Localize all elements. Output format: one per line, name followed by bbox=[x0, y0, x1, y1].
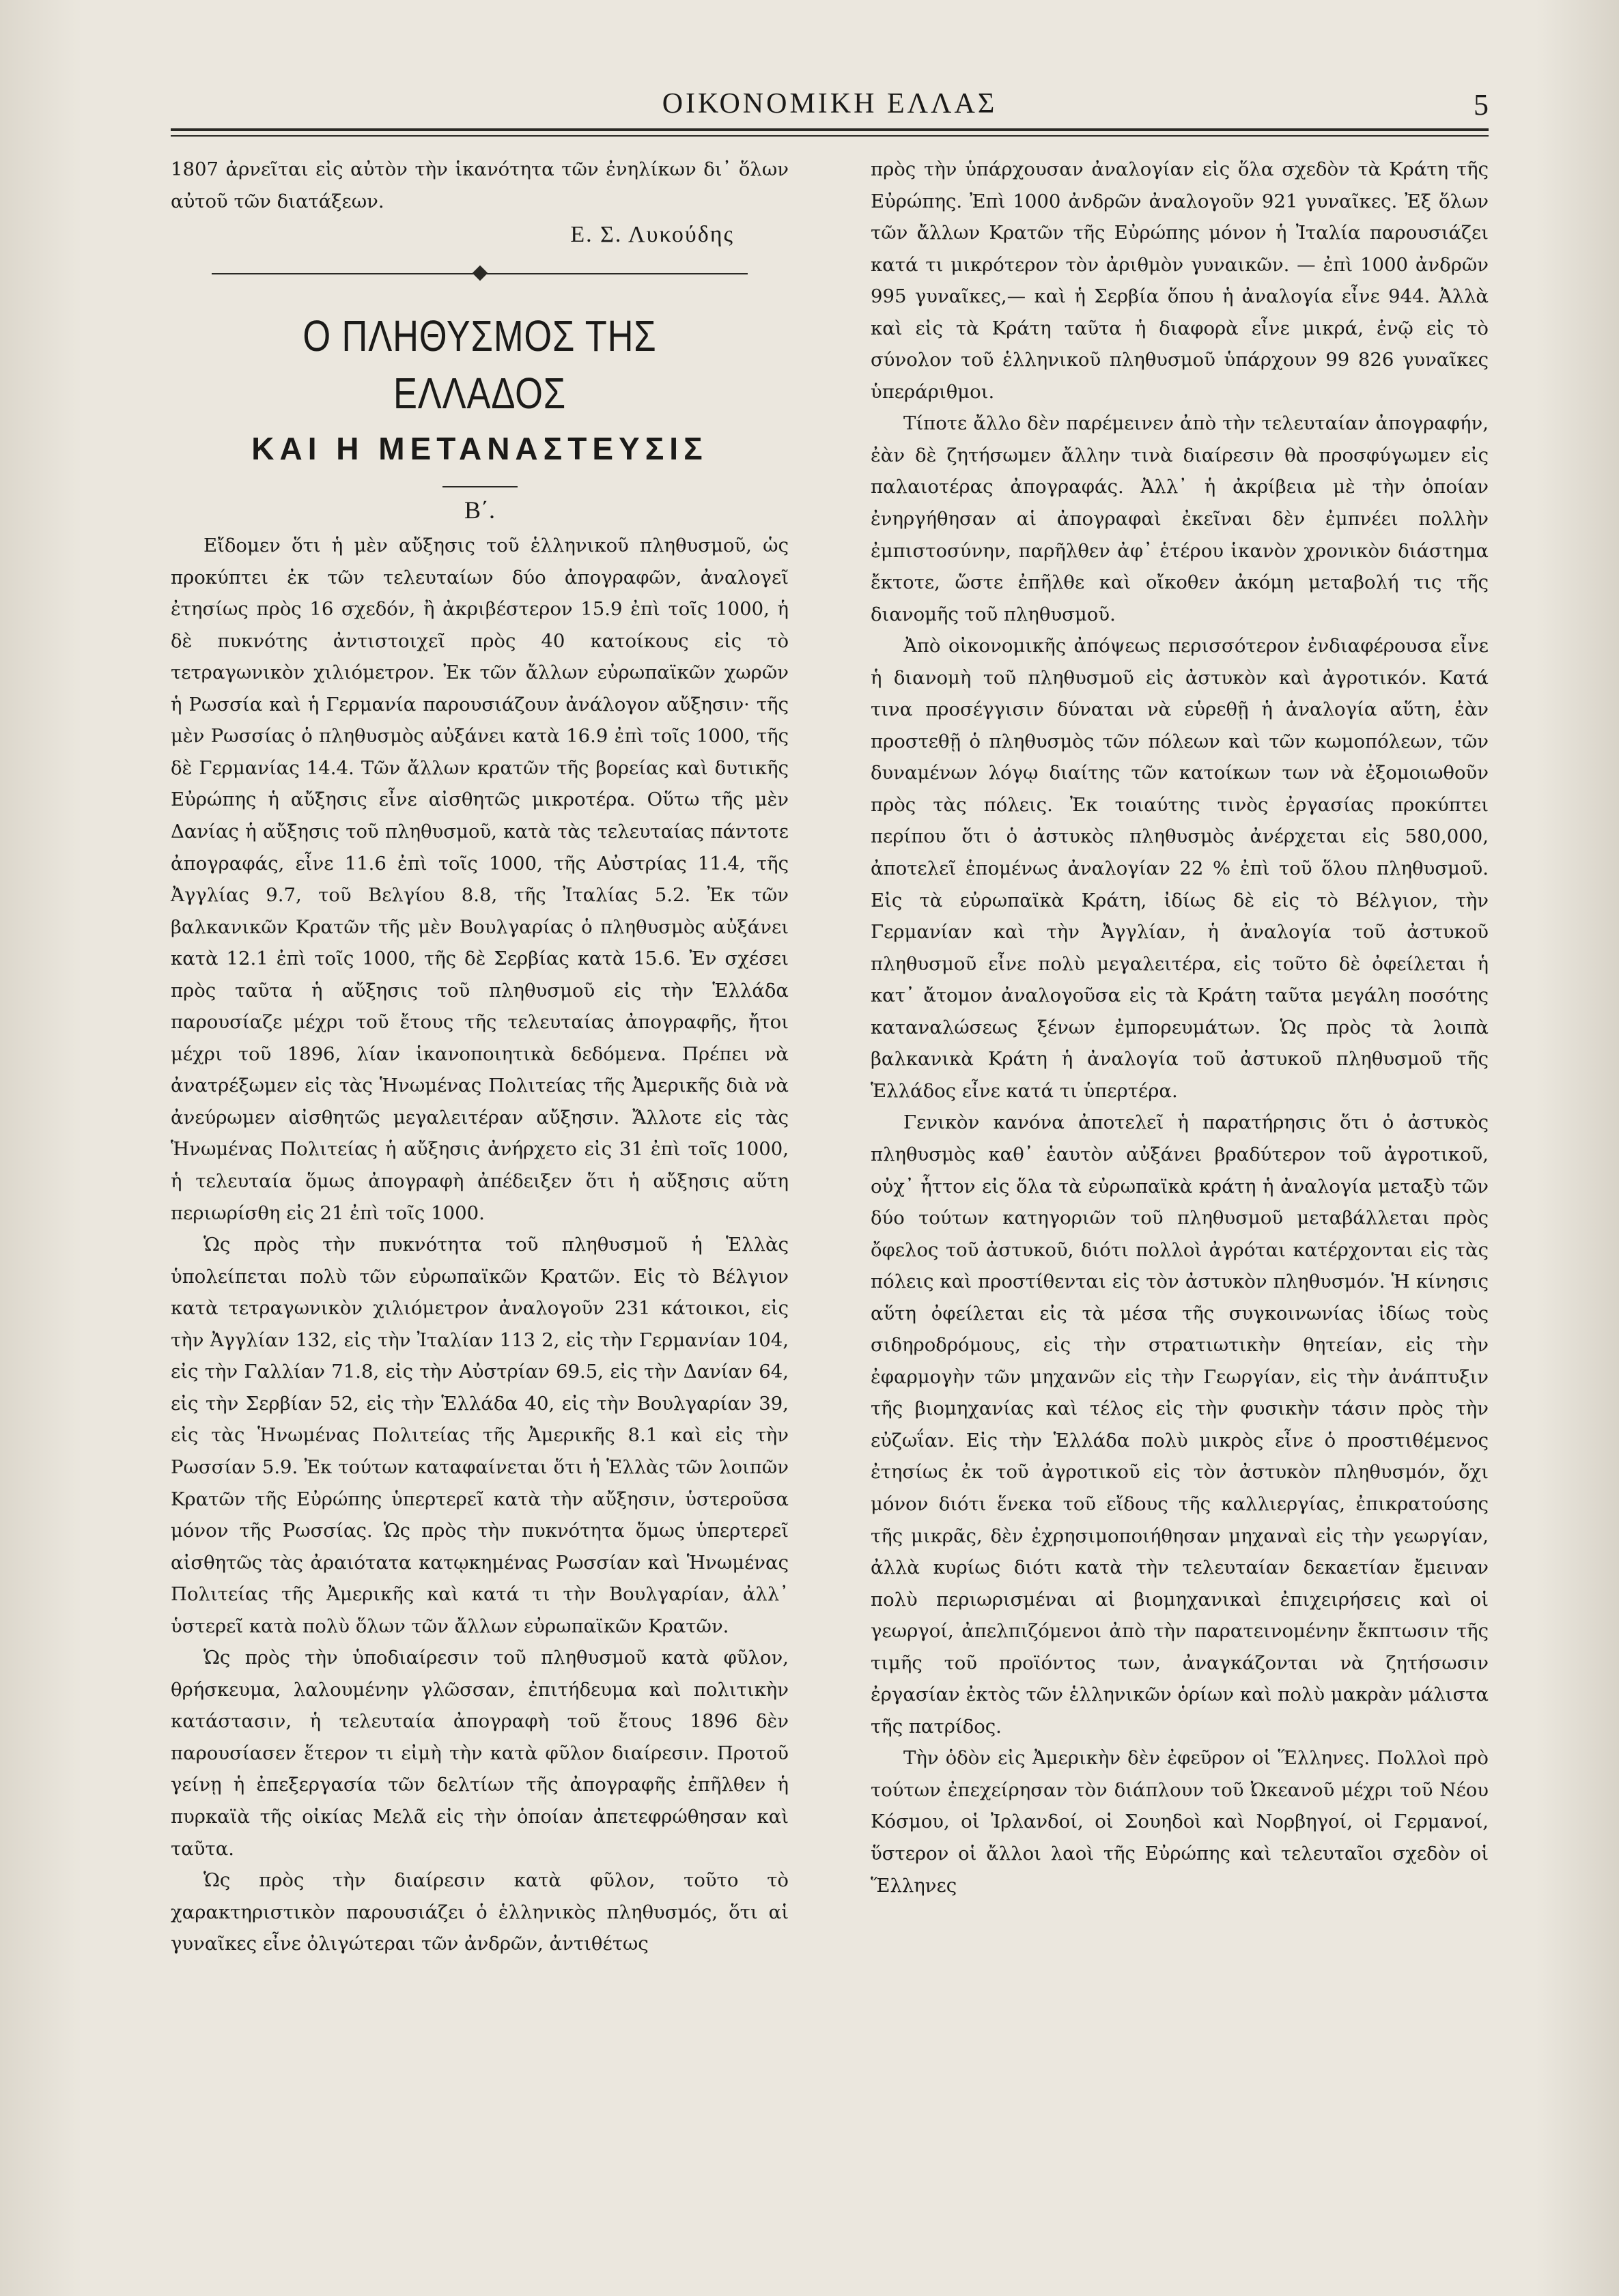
paragraph: πρὸς τὴν ὑπάρχουσαν ἀναλογίαν εἰς ὅλα σχεδὸν τὰ Κράτη τῆς Εὐρώπης. Ἐπὶ 1000 ἀνδρῶν ἀναλογοῦν 921 γυναῖκες. Ἐξ ὅλων τῶν ἄλλων Κρατῶν τῆς Εὐρώπης μόνον ἡ Ἰταλία παρουσιάζει κατά τι μικρότερον τὸν ἀριθμὸν γυναικῶν. — ἐπὶ 1000 ἀνδρῶν 995 γυναῖκες,— καὶ ἡ Σερβία ὅπου ἡ ἀναλογία εἶνε 944. Ἀλλὰ καὶ εἰς τὰ Κράτη ταῦτα ἡ διαφορὰ εἶνε μικρά, ἐνῷ εἰς τὸ σύνολον τοῦ ἑλληνικοῦ πληθυσμοῦ ὑπάρχουν 99 826 γυναῖκες ὑπεράριθμοι. bbox=[871, 158, 1489, 403]
paragraph: Ἀπὸ οἰκονομικῆς ἀπόψεως περισσότερον ἐνδιαφέρουσα εἶνε ἡ διανομὴ τοῦ πληθυσμοῦ εἰς ἀστυκὸν καὶ ἀγροτικόν. Κατά τινα προσέγγισιν δύναται νὰ εὑρεθῇ ἡ ἀναλογία αὕτη, ἐὰν προστεθῇ ὁ πληθυσμὸς τῶν πόλεων καὶ τῶν κωμοπόλεων, τῶν δυναμένων λόγῳ διαίτης τῶν κατοίκων των νὰ ἐξομοιωθοῦν πρὸς τὰς πόλεις. Ἐκ τοιαύτης τινὸς ἐργασίας προκύπτει περίπου ὅτι ὁ ἀστυκὸς πληθυσμὸς ἀνέρχεται εἰς 580,000, ἀποτελεῖ ἑπομένως ἀναλογίαν 22 % ἐπὶ τοῦ ὅλου πληθυσμοῦ. Εἰς τὰ εὐρωπαϊκὰ Κράτη, ἰδίως δὲ εἰς τὸ Βέλγιον, τὴν Γερμανίαν καὶ τὴν Ἀγγλίαν, ἡ ἀναλογία τοῦ ἀστυκοῦ πληθυσμοῦ εἶνε πολὺ μεγαλειτέρα, εἰς τοῦτο δὲ ὀφείλεται ἡ κατ᾽ ἄτομον ἀναλογοῦσα εἰς τὰ Κράτη ταῦτα μεγάλη ποσότης καταναλώσεως ξένων ἐμπορευμάτων. Ὡς πρὸς τὰ λοιπὰ βαλκανικὰ Κράτη ἡ ἀναλογία τοῦ ἀστυκοῦ πληθυσμοῦ τῆς Ἑλλάδος εἶνε κατά τι ὑπερτέρα. bbox=[871, 635, 1489, 1102]
running-head bbox=[171, 81, 1489, 128]
title-rule bbox=[442, 486, 518, 487]
paragraph: Γενικὸν κανόνα ἀποτελεῖ ἡ παρατήρησις ὅτι ὁ ἀστυκὸς πληθυσμὸς καθ᾽ ἑαυτὸν αὐξάνει βραδύτερον τοῦ ἀγροτικοῦ, οὐχ᾽ ἧττον εἰς ὅλα τὰ εὐρωπαϊκὰ κράτη ἡ ἀναλογία μεταξὺ τῶν δύο τούτων κατηγοριῶν τοῦ πληθυσμοῦ μεταβάλλεται πρὸς ὄφελος τοῦ ἀστυκοῦ, διότι πολλοὶ ἀγρόται κατέρχονται εἰς τὰς πόλεις καὶ προστίθενται εἰς τὸν ἀστυκὸν πληθυσμόν. Ἡ κίνησις αὕτη ὀφείλεται εἰς τὰ μέσα τῆς συγκοινωνίας ἰδίως τοὺς σιδηροδρόμους, εἰς τὴν στρατιωτικὴν θητείαν, εἰς τὴν ἐφαρμογὴν τῶν μηχανῶν εἰς τὴν Γεωργίαν, εἰς τὴν ἀνάπτυξιν τῆς βιομηχανίας καὶ τέλος εἰς τὴν φυσικὴν τάσιν πρὸς τὴν εὐζωΐαν. Εἰς τὴν Ἑλλάδα πολὺ μικρὸς εἶνε ὁ προστιθέμενος ἐτησίως ἐκ τοῦ ἀγροτικοῦ εἰς τὸν ἀστυκὸν πληθυσμόν, ὄχι μόνον διότι ἕνεκα τοῦ εἴδους τῆς καλλιεργίας, ἐπικρατούσης τῆς μικρᾶς, δὲν ἐχρησιμοποιήθησαν μηχαναὶ εἰς τὴν γεωργίαν, ἀλλὰ κυρίως διότι κατὰ τὴν τελευταίαν δεκαετίαν ἔμειναν πολὺ περιωρισμέναι αἱ βιομηχανικαὶ ἐπιχειρήσεις καὶ οἱ γεωργοί, ἀπελπιζόμενοι ἀπὸ τὴν παρατεινομένην ἔκπτωσιν τῆς τιμῆς τοῦ προϊόντος των, ἀναγκάζονται νὰ ζητήσωσιν ἐργασίαν ἐκτὸς τῶν ἑλληνικῶν ὁρίων καὶ πολὺ μακρὰν μάλιστα τῆς πατρίδος. bbox=[871, 1111, 1489, 1738]
paragraph: Τὴν ὁδὸν εἰς Ἀμερικὴν δὲν ἐφεῦρον οἱ Ἕλληνες. Πολλοὶ πρὸ τούτων ἐπεχείρησαν τὸν διάπλουν τοῦ Ὠκεανοῦ μέχρι τοῦ Νέου Κόσμου, οἱ Ἰρλανδοί, οἱ Σουηδοὶ καὶ Νορβηγοί, οἱ Γερμανοί, ὕστερον οἱ ἄλλοι λαοὶ τῆς Εὐρώπης καὶ τελευταῖοι σχεδὸν οἱ Ἕλληνες bbox=[871, 1747, 1489, 1897]
left-column bbox=[171, 154, 789, 1960]
paragraph: Ὡς πρὸς τὴν ὑποδιαίρεσιν τοῦ πληθυσμοῦ κατὰ φῦλον, θρήσκευμα, λαλουμένην γλῶσσαν, ἐπιτήδευμα καὶ πολιτικὴν κατάστασιν, ἡ τελευταία ἀπογραφὴ τοῦ ἔτους 1896 δὲν παρουσίασεν ἕτερον τι εἰμὴ τὴν κατὰ φῦλον διαίρεσιν. Προτοῦ γείνῃ ἡ ἐπεξεργασία τῶν δελτίων τῆς ἀπογραφῆς ἐπῆλθεν ἡ πυρκαϊὰ τῆς οἰκίας Μελᾶ εἰς τὴν ὁποίαν ἀπετεφρώθησαν καὶ ταῦτα. bbox=[171, 1647, 789, 1860]
author-signature: Ε. Σ. Λυκούδης bbox=[570, 222, 734, 248]
diamond-icon bbox=[472, 266, 488, 281]
paragraph: Εἴδομεν ὅτι ἡ μὲν αὔξησις τοῦ ἑλληνικοῦ πληθυσμοῦ, ὡς προκύπτει ἐκ τῶν τελευταίων δύο ἀπογραφῶν, ἀναλογεῖ ἐτησίως πρὸς 16 σχεδόν, ἢ ἀκριβέστερον 15.9 ἐπὶ τοῖς 1000, ἡ δὲ πυκνότης ἀντιστοιχεῖ πρὸς 40 κατοίκους εἰς τὸ τετραγωνικὸν χιλιόμετρον. Ἐκ τῶν ἄλλων εὐρωπαϊκῶν χωρῶν ἡ Ρωσσία καὶ ἡ Γερμανία παρουσιάζουν ἀνάλογον αὔξησιν· τῆς μὲν Ρωσσίας ὁ πληθυσμὸς αὐξάνει κατὰ 16.9 ἐπὶ τοῖς 1000, τῆς δὲ Γερμανίας 14.4. Τῶν ἄλλων κρατῶν τῆς βορείας καὶ δυτικῆς Εὐρώπης ἡ αὔξησις εἶνε αἰσθητῶς μικροτέρα. Οὕτω τῆς μὲν Δανίας ἡ αὔξησις τοῦ πληθυσμοῦ, κατὰ τὰς τελευταίας πάντοτε ἀπογραφάς, εἶνε 11.6 ἐπὶ τοῖς 1000, τῆς Αὐστρίας 11.4, τῆς Ἀγγλίας 9.7, τοῦ Βελγίου 8.8, τῆς Ἰταλίας 5.2. Ἐκ τῶν βαλκανικῶν Κρατῶν τῆς μὲν Βουλγαρίας ὁ πληθυσμὸς αὐξάνει κατὰ 12.1 ἐπὶ τοῖς 1000, τῆς δὲ Σερβίας κατὰ 15.6. Ἐν σχέσει πρὸς ταῦτα ἡ αὔξησις τοῦ πληθυσμοῦ εἰς τὴν Ἑλλάδα παρουσίαζε μέχρι τοῦ ἔτους τῆς τελευταίας ἀπογραφῆς, ἤτοι μέχρι τοῦ 1896, λίαν ἱκανοποιητικὰ δεδόμενα. Πρέπει νὰ ἀνατρέξωμεν εἰς τὰς Ἡνωμένας Πολιτείας τῆς Ἀμερικῆς διὰ νὰ ἀνεύρωμεν αἰσθητῶς μεγαλειτέραν αὔξησιν. Ἄλλοτε εἰς τὰς Ἡνωμένας Πολιτείας ἡ αὔξησις ἀνήρχετο εἰς 31 ἐπὶ τοῖς 1000, ἡ τελευταία ὅμως ἀπογραφὴ ἀπέδειξεν ὅτι ἡ αὔξησις αὕτη περιωρίσθη εἰς 21 ἐπὶ τοῖς 1000. bbox=[171, 535, 789, 1224]
right-column bbox=[871, 154, 1489, 1901]
ornament-divider bbox=[171, 254, 789, 295]
page-number: 5 bbox=[1474, 88, 1489, 122]
article-subtitle: ΚΑΙ Η ΜΕΤΑΝΑΣΤΕΥΣΙΣ bbox=[251, 431, 708, 467]
header-rule bbox=[171, 128, 1489, 137]
intro-text: 1807 ἀρνεῖται εἰς αὐτὸν τὴν ἱκανότητα τῶν ἐνηλίκων δι᾽ ὅλων αὐτοῦ τῶν διατάξεων. bbox=[171, 158, 789, 212]
article-title: Ο ΠΛΗΘΥΣΜΟΣ ΤΗΣ ΕΛΛΑΔΟΣ bbox=[302, 311, 657, 419]
publication-title: ΟΙΚΟΝΟΜΙΚΗ ΕΛΛΑΣ bbox=[662, 88, 998, 119]
part-number: Β΄. bbox=[464, 496, 495, 524]
paragraph: Τίποτε ἄλλο δὲν παρέμεινεν ἀπὸ τὴν τελευταίαν ἀπογραφήν, ἐὰν δὲ ζητήσωμεν ἄλλην τινὰ διαίρεσιν θὰ προσφύγωμεν εἰς παλαιοτέρας ἀπογραφάς. Ἀλλ᾽ ἡ ἀκρίβεια μὲ τὴν ὁποίαν ἐνηργήθησαν αἱ ἀπογραφαὶ ἐκεῖναι δὲν ἐμπνέει πολλὴν ἐμπιστοσύνην, παρῆλθεν ἀφ᾽ ἑτέρου ἱκανὸν χρονικὸν διάστημα ἔκτοτε, ὥστε ἐπῆλθε καὶ οἴκοθεν ἀκόμη μεταβολή τις τῆς διανομῆς τοῦ πληθυσμοῦ. bbox=[871, 412, 1489, 625]
paragraph: Ὡς πρὸς τὴν πυκνότητα τοῦ πληθυσμοῦ ἡ Ἑλλὰς ὑπολείπεται πολὺ τῶν εὐρωπαϊκῶν Κρατῶν. Εἰς τὸ Βέλγιον κατὰ τετραγωνικὸν χιλιόμετρον ἀναλογοῦν 231 κάτοικοι, εἰς τὴν Ἀγγλίαν 132, εἰς τὴν Ἰταλίαν 113 2, εἰς τὴν Γερμανίαν 104, εἰς τὴν Γαλλίαν 71.8, εἰς τὴν Αὐστρίαν 69.5, εἰς τὴν Δανίαν 64, εἰς τὴν Σερβίαν 52, εἰς τὴν Ἑλλάδα 40, εἰς τὴν Βουλγαρίαν 39, εἰς τὰς Ἡνωμένας Πολιτείας τῆς Ἀμερικῆς 8.1 καὶ εἰς τὴν Ρωσσίαν 5.9. Ἐκ τούτων καταφαίνεται ὅτι ἡ Ἑλλὰς τῶν λοιπῶν Κρατῶν τῆς Εὐρώπης ὑπερτερεῖ κατὰ τὴν αὔξησιν, ὑστεροῦσα μόνον τῆς Ρωσσίας. Ὡς πρὸς τὴν πυκνότητα ὅμως ὑπερτερεῖ αἰσθητῶς τὰς ἀραιότατα κατῳκημένας Ρωσσίαν καὶ Ἡνωμένας Πολιτείας τῆς Ἀμερικῆς καὶ κατά τι τὴν Βουλγαρίαν, ἀλλ᾽ ὑστερεῖ κατὰ πολὺ ὅλων τῶν ἄλλων εὐρωπαϊκῶν Κρατῶν. bbox=[171, 1234, 789, 1637]
paragraph: Ὡς πρὸς τὴν διαίρεσιν κατὰ φῦλον, τοῦτο τὸ χαρακτηριστικὸν παρουσιάζει ὁ ἑλληνικὸς πληθυσμός, ὅτι αἱ γυναῖκες εἶνε ὀλιγώτεραι τῶν ἀνδρῶν, ἀντιθέτως bbox=[171, 1869, 789, 1955]
